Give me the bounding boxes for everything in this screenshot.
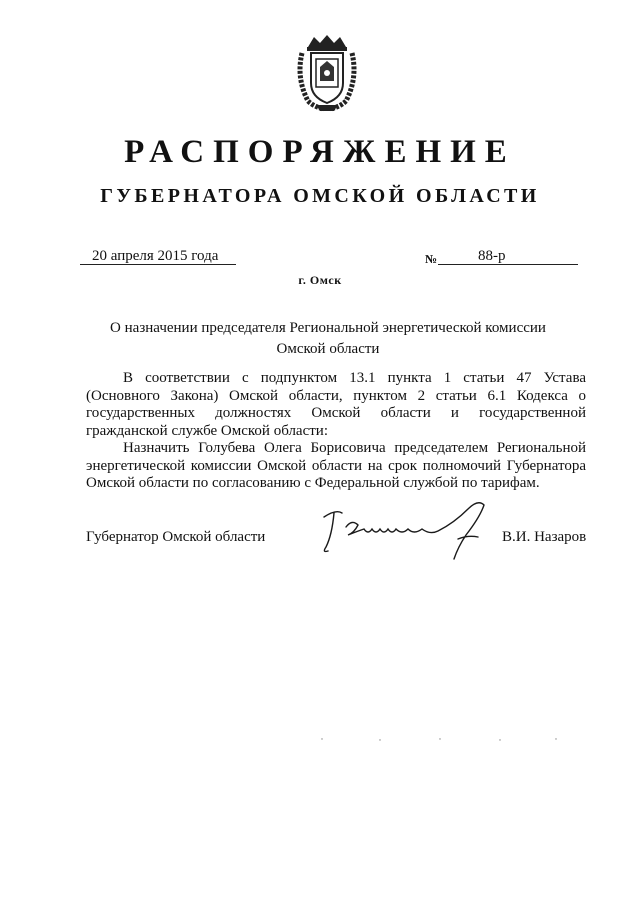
scan-speckles: [320, 735, 560, 745]
subject-line-1: О назначении председателя Региональной энергетической комиссии: [110, 320, 546, 336]
document-subject: [100, 318, 556, 360]
document-number: 88-р: [438, 248, 578, 265]
body-paragraph-2: Назначить Голубева Олега Борисовича председателем Региональной энергетической комиссии Омской области на срок полномочий Губернатора Омской области по согласованию с Федеральной службой по тарифам.: [86, 440, 586, 491]
handwritten-signature: [318, 495, 498, 565]
document-subtitle: ГУБЕРНАТОРА ОМСКОЙ ОБЛАСТИ: [100, 185, 540, 207]
document-body: [86, 370, 586, 493]
document-title: РАСПОРЯЖЕНИЕ: [124, 134, 516, 170]
signatory-name: В.И. Назаров: [502, 529, 587, 545]
signatory-position: Губернатор Омской области: [86, 529, 266, 545]
body-paragraph-1: В соответствии с подпунктом 13.1 пункта 1 статьи 47 Устава (Основного Закона) Омской области, пунктом 2 статьи 6.1 Кодекса о государственных должностях Омской области и государственной гражданской службе Омской области:: [86, 370, 586, 439]
subject-line-2: Омской области: [276, 341, 380, 357]
number-label: №: [425, 252, 438, 266]
document-date: 20 апреля 2015 года: [80, 248, 236, 265]
document-city: г. Омск: [298, 273, 342, 287]
omsk-coat-of-arms-icon: [294, 33, 360, 113]
